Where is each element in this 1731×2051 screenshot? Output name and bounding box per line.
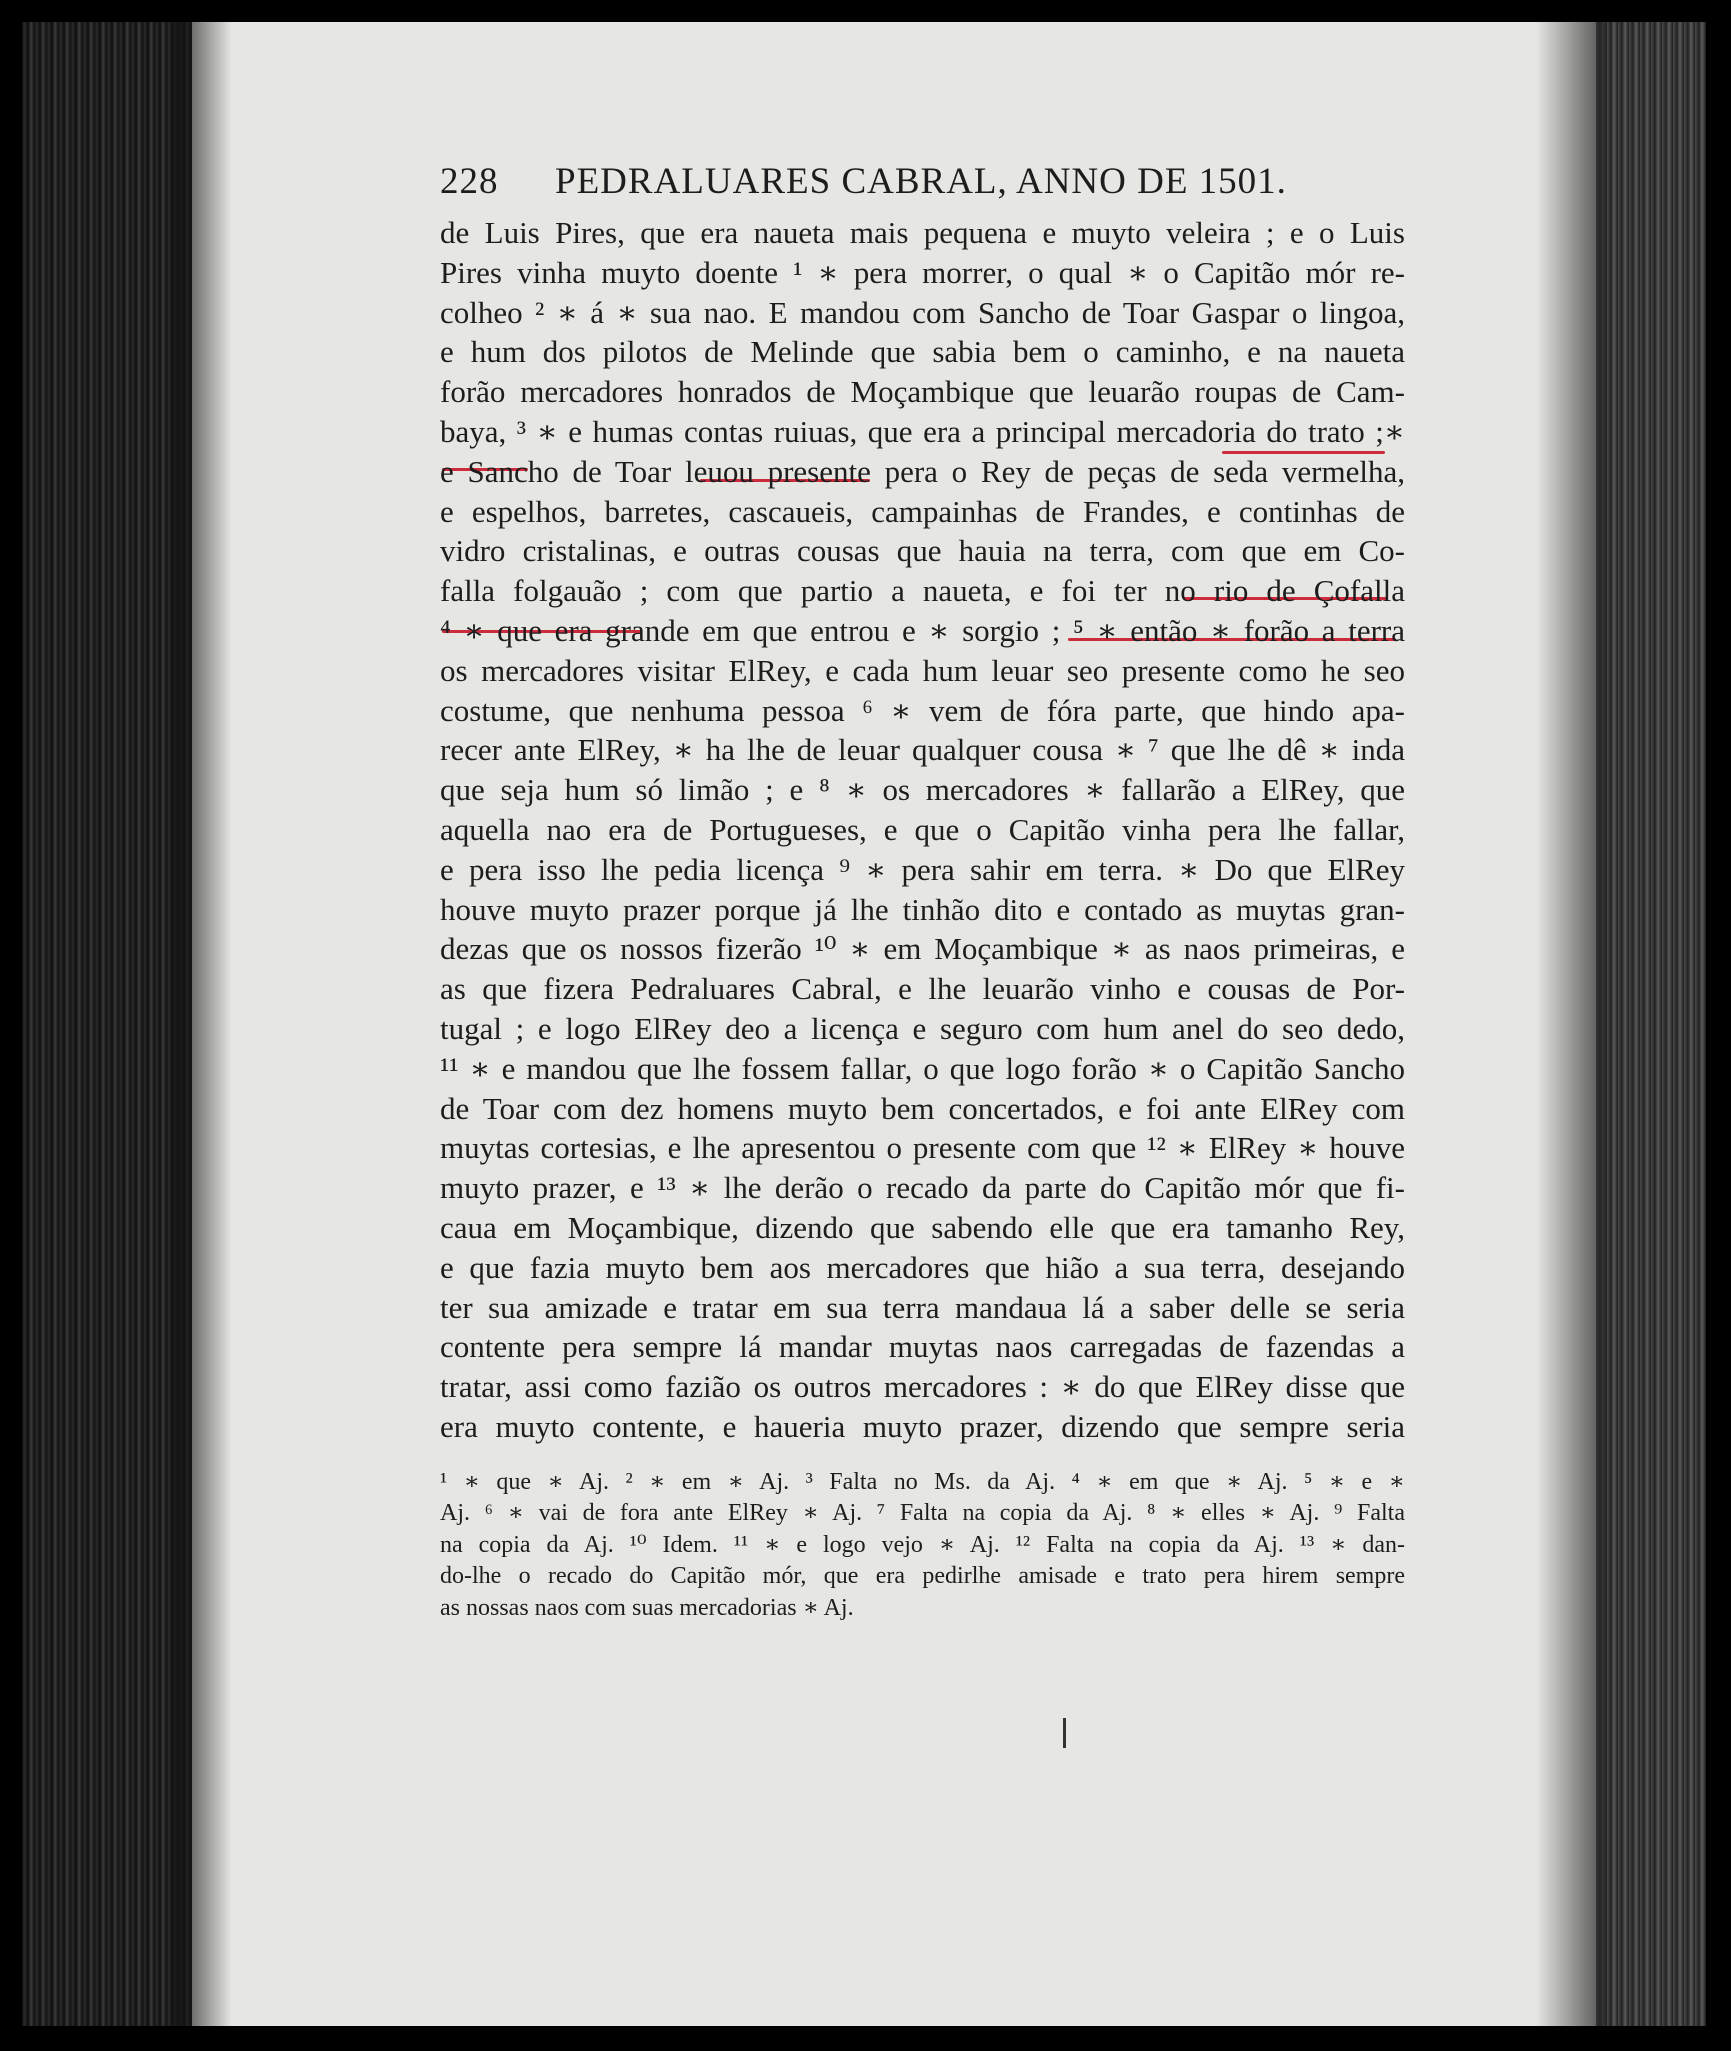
body-line: ter sua amizade e tratar em sua terra mandaua lá a saber delle se seria [440, 1289, 1405, 1325]
body-line: e que fazia muyto bem aos mercadores que hião a sua terra, desejando [440, 1249, 1405, 1285]
left-gutter-fade [172, 22, 232, 2026]
body-line: e Sancho de Toar leuou presente pera o Rey de peças de seda vermelha, [440, 453, 1405, 489]
body-line: era muyto contente, e haueria muyto prazer, dizendo que sempre seria [440, 1408, 1405, 1444]
body-line: contente pera sempre lá mandar muytas naos carregadas de fazendas a [440, 1329, 1405, 1365]
body-line: e pera isso lhe pedia licença ⁹ ∗ pera sahir em terra. ∗ Do que ElRey [440, 851, 1405, 887]
body-line: as que fizera Pedraluares Cabral, e lhe leuarão vinho e cousas de Por- [440, 971, 1405, 1007]
footnote-line: as nossas naos com suas mercadorias ∗ Aj. [440, 1594, 854, 1621]
body-line: forão mercadores honrados de Moçambique que leuarão roupas de Cam- [440, 374, 1405, 410]
body-line: e hum dos pilotos de Melinde que sabia bem o caminho, e na naueta [440, 334, 1405, 370]
body-line: falla folgauão ; com que partio a naueta, e foi ter no rio de Çofalla [440, 573, 1405, 609]
body-line: os mercadores visitar ElRey, e cada hum leuar seo presente como he seo [440, 652, 1405, 688]
running-title: PEDRALUARES CABRAL, ANNO DE 1501. [555, 161, 1287, 202]
right-edge-shadow [1596, 22, 1706, 2026]
stray-mark [1063, 1718, 1066, 1748]
body-line: e espelhos, barretes, cascaueis, campainhas de Frandes, e continhas de [440, 493, 1405, 529]
body-line: tugal ; e logo ElRey deo a licença e seguro com hum anel do seo dedo, [440, 1010, 1405, 1046]
body-line: dezas que os nossos fizerão ¹⁰ ∗ em Moçambique ∗ as naos primeiras, e [440, 931, 1405, 967]
body-line: ¹¹ ∗ e mandou que lhe fossem fallar, o que logo forão ∗ o Capitão Sancho [440, 1050, 1405, 1086]
page-number: 228 [440, 161, 499, 202]
body-line: muyto prazer, e ¹³ ∗ lhe derão o recado da parte do Capitão mór que fi- [440, 1170, 1405, 1206]
body-text [440, 213, 1405, 1447]
body-line: de Toar com dez homens muyto bem concertados, e foi ante ElRey com [440, 1090, 1405, 1126]
body-line: Pires vinha muyto doente ¹ ∗ pera morrer, o qual ∗ o Capitão mór re- [440, 254, 1405, 290]
book-page [440, 160, 1405, 1624]
body-line: de Luis Pires, que era naueta mais pequena e muyto veleira ; e o Luis [440, 215, 1405, 250]
body-line: que seja hum só limão ; e ⁸ ∗ os mercadores ∗ fallarão a ElRey, que [440, 772, 1405, 808]
body-line: aquella nao era de Portugueses, e que o Capitão vinha pera lhe fallar, [440, 811, 1405, 847]
footnote-line: do-lhe o recado do Capitão mór, que era pedirlhe amisade e trato pera hirem sempre [440, 1563, 1405, 1590]
body-line: colheo ² ∗ á ∗ sua nao. E mandou com Sancho de Toar Gaspar o lingoa, [440, 294, 1405, 330]
body-line: muytas cortesias, e lhe apresentou o presente com que ¹² ∗ ElRey ∗ houve [440, 1130, 1405, 1166]
body-line: houve muyto prazer porque já lhe tinhão dito e contado as muytas gran- [440, 891, 1405, 927]
footnote-line: na copia da Aj. ¹⁰ Idem. ¹¹ ∗ e logo vejo ∗ Aj. ¹² Falta na copia da Aj. ¹³ ∗ dan- [440, 1531, 1405, 1558]
footnotes [440, 1467, 1405, 1625]
footnote-line: Aj. ⁶ ∗ vai de fora ante ElRey ∗ Aj. ⁷ Falta na copia da Aj. ⁸ ∗ elles ∗ Aj. ⁹ Falta [440, 1500, 1405, 1527]
body-line: tratar, assi como fazião os outros mercadores : ∗ do que ElRey disse que [440, 1369, 1405, 1405]
right-edge-fade [1536, 22, 1606, 2026]
body-line: costume, que nenhuma pessoa ⁶ ∗ vem de fóra parte, que hindo apa- [440, 692, 1405, 728]
body-line: recer ante ElRey, ∗ ha lhe de leuar qualquer cousa ∗ ⁷ que lhe dê ∗ inda [440, 732, 1405, 768]
body-line: ⁴ ∗ que era grande em que entrou e ∗ sorgio ; ⁵ ∗ então ∗ forão a terra [440, 612, 1405, 648]
body-line: vidro cristalinas, e outras cousas que hauia na terra, com que em Co- [440, 533, 1405, 569]
footnote-line: ¹ ∗ que ∗ Aj. ² ∗ em ∗ Aj. ³ Falta no Ms. da Aj. ⁴ ∗ em que ∗ Aj. ⁵ ∗ e ∗ [440, 1468, 1405, 1495]
body-line: baya, ³ ∗ e humas contas ruiuas, que era a principal mercadoria do trato ;∗ [440, 413, 1405, 449]
left-gutter-shadow [22, 22, 192, 2026]
page-header [440, 160, 1405, 203]
body-line: caua em Moçambique, dizendo que sabendo elle que era tamanho Rey, [440, 1209, 1405, 1245]
